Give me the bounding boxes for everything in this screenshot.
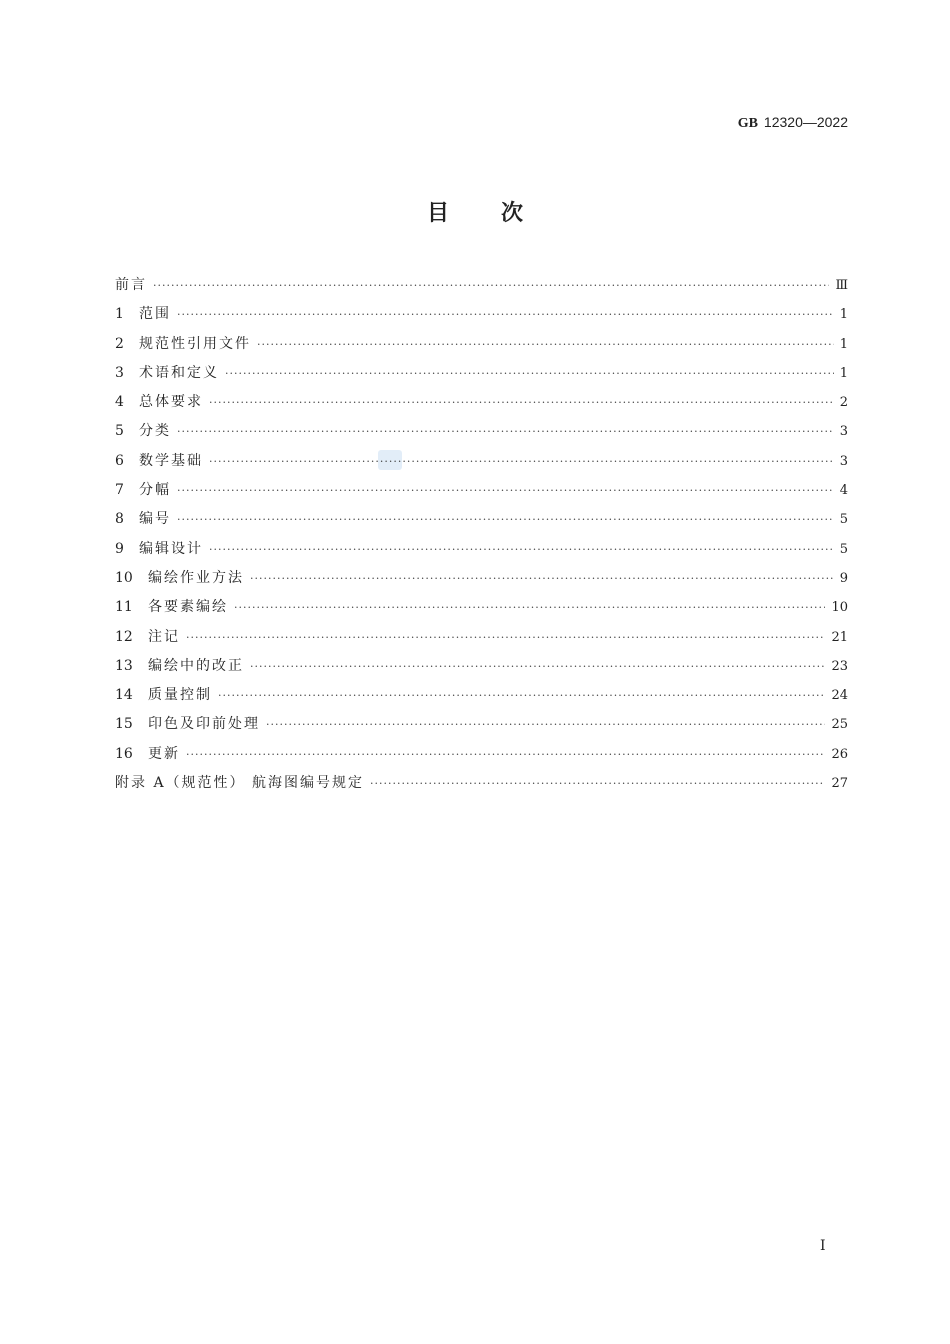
- toc-entry[interactable]: [115, 450, 848, 479]
- toc-entry[interactable]: [115, 655, 848, 684]
- toc-entry-number: 2: [115, 335, 124, 352]
- toc-entry-page: 9: [839, 570, 848, 586]
- dot-leader: [177, 484, 834, 497]
- toc-entry-label: 术语和定义: [139, 364, 219, 381]
- toc-entry-number: 1: [115, 306, 124, 323]
- toc-entry-number: 8: [115, 511, 124, 528]
- table-of-contents: [115, 274, 848, 801]
- standard-prefix: GB: [737, 116, 758, 131]
- dot-leader: [257, 338, 834, 351]
- toc-entry-page: 5: [839, 512, 848, 528]
- toc-entry-number: 6: [115, 452, 124, 469]
- toc-entry[interactable]: [115, 274, 848, 303]
- toc-entry[interactable]: [115, 626, 848, 655]
- toc-entry-number: 16: [115, 745, 133, 762]
- toc-entry-page: 27: [831, 776, 848, 792]
- dot-leader: [225, 367, 834, 380]
- toc-entry-label: 印色及印前处理: [148, 716, 260, 733]
- toc-entry[interactable]: [115, 303, 848, 332]
- dot-leader: [209, 455, 834, 468]
- dot-leader: [370, 777, 825, 790]
- toc-entry-page: 2: [839, 395, 848, 411]
- toc-entry-number: 4: [115, 394, 124, 411]
- toc-entry-page: Ⅲ: [835, 278, 848, 293]
- toc-entry-label: 范围: [139, 306, 171, 323]
- toc-entry-number: 14: [115, 687, 133, 704]
- toc-entry[interactable]: [115, 362, 848, 391]
- toc-entry[interactable]: [115, 772, 848, 801]
- dot-leader: [209, 396, 834, 409]
- toc-entry-label: 附录 A（规范性） 航海图编号规定: [115, 775, 365, 792]
- toc-entry-label: 分类: [139, 423, 171, 440]
- toc-entry-page: 4: [839, 483, 848, 499]
- toc-entry[interactable]: [115, 713, 848, 742]
- title-char: 目: [426, 200, 449, 226]
- toc-entry-label: 编绘中的改正: [148, 657, 244, 674]
- toc-entry[interactable]: [115, 508, 848, 537]
- dot-leader: [250, 660, 825, 673]
- toc-entry-page: 21: [831, 629, 848, 645]
- toc-entry[interactable]: [115, 479, 848, 508]
- toc-entry-page: 24: [831, 688, 848, 704]
- toc-entry-number: 10: [115, 569, 133, 586]
- toc-entry-number: 11: [115, 599, 133, 616]
- toc-entry[interactable]: [115, 333, 848, 362]
- title-char: 次: [501, 200, 524, 226]
- dot-leader: [153, 279, 829, 292]
- toc-entry-page: 25: [831, 717, 848, 733]
- dot-leader: [250, 572, 834, 585]
- toc-entry-page: 3: [839, 453, 848, 469]
- toc-entry-page: 1: [839, 307, 848, 323]
- toc-entry-label: 更新: [148, 745, 180, 762]
- toc-entry-label: 各要素编绘: [148, 599, 228, 616]
- toc-entry-page: 23: [831, 658, 848, 674]
- dot-leader: [177, 513, 834, 526]
- toc-entry-label: 数学基础: [139, 452, 203, 469]
- toc-entry[interactable]: [115, 567, 848, 596]
- page-title: [0, 196, 950, 227]
- dot-leader: [266, 718, 825, 731]
- dot-leader: [209, 543, 834, 556]
- toc-entry-number: 13: [115, 657, 133, 674]
- toc-entry-number: 15: [115, 716, 133, 733]
- standard-number: [738, 114, 848, 132]
- toc-entry-number: 3: [115, 364, 124, 381]
- toc-entry[interactable]: [115, 391, 848, 420]
- toc-entry-number: 9: [115, 540, 124, 557]
- toc-entry-page: 26: [831, 746, 848, 762]
- dot-leader: [177, 425, 834, 438]
- toc-entry-page: 3: [839, 424, 848, 440]
- toc-entry-number: 5: [115, 423, 124, 440]
- toc-entry-label: 编辑设计: [139, 540, 203, 557]
- toc-entry-page: 1: [839, 336, 848, 352]
- dot-leader: [177, 308, 834, 321]
- toc-entry-label: 编绘作业方法: [148, 569, 244, 586]
- toc-entry-page: 1: [839, 365, 848, 381]
- toc-entry-page: 5: [839, 541, 848, 557]
- dot-leader: [218, 689, 825, 702]
- toc-entry[interactable]: [115, 596, 848, 625]
- toc-entry-label: 质量控制: [148, 687, 212, 704]
- toc-entry-label: 分幅: [139, 482, 171, 499]
- toc-entry[interactable]: [115, 420, 848, 449]
- toc-entry[interactable]: [115, 538, 848, 567]
- toc-entry[interactable]: [115, 684, 848, 713]
- toc-entry-number: 12: [115, 628, 133, 645]
- page-number: Ⅰ: [820, 1238, 826, 1254]
- toc-entry-label: 前言: [115, 277, 147, 293]
- toc-entry-label: 注记: [148, 628, 180, 645]
- toc-entry-label: 编号: [139, 511, 171, 528]
- toc-entry[interactable]: [115, 743, 848, 772]
- toc-entry-label: 总体要求: [139, 394, 203, 411]
- toc-entry-page: 10: [831, 600, 848, 616]
- standard-code: 12320—2022: [763, 114, 848, 130]
- dot-leader: [186, 748, 825, 761]
- toc-entry-number: 7: [115, 482, 124, 499]
- toc-entry-label: 规范性引用文件: [139, 335, 251, 352]
- dot-leader: [186, 631, 825, 644]
- dot-leader: [234, 601, 825, 614]
